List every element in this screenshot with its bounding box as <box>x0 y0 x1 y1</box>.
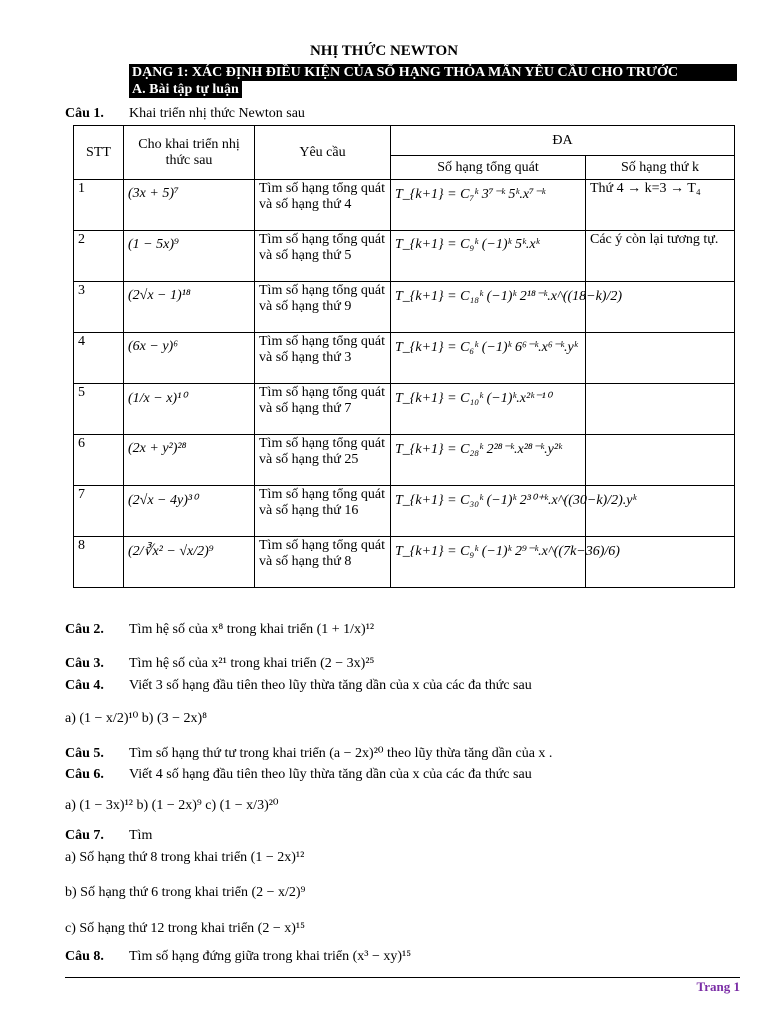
row-stt: 2 <box>74 231 124 282</box>
expansion-table <box>73 125 735 588</box>
row-requirement: Tìm số hạng tổng quát và số hạng thứ 16 <box>255 486 391 537</box>
question-label: Câu 8. <box>65 949 104 964</box>
row-general-term: T_{k+1} = C₁₀ᵏ (−1)ᵏ.x²ᵏ⁻¹⁰ <box>391 384 586 435</box>
question-label: Câu 1. <box>65 106 104 121</box>
row-requirement: Tìm số hạng tổng quát và số hạng thứ 3 <box>255 333 391 384</box>
question-8 <box>65 949 411 965</box>
question-2 <box>65 622 374 638</box>
row-kth-term: Thứ 4 → k=3 → T₄ <box>586 180 735 231</box>
question-6 <box>65 767 532 783</box>
header-requirement: Yêu cầu <box>255 126 391 180</box>
question-text: Viết 4 số hạng đầu tiên theo lũy thừa tăng dần của x của các đa thức sau <box>129 767 532 782</box>
row-stt: 5 <box>74 384 124 435</box>
row-general-term: T_{k+1} = C₁₈ᵏ (−1)ᵏ 2¹⁸⁻ᵏ.x^((18−k)/2) <box>391 282 586 333</box>
row-stt: 6 <box>74 435 124 486</box>
row-stt: 8 <box>74 537 124 588</box>
row-general-term: T_{k+1} = C₉ᵏ (−1)ᵏ 2⁹⁻ᵏ.x^((7k−36)/6) <box>391 537 586 588</box>
question-label: Câu 4. <box>65 678 104 693</box>
question-1 <box>65 106 305 122</box>
header-general-term: Số hạng tổng quát <box>391 156 586 180</box>
page-title: NHỊ THỨC NEWTON <box>309 43 459 59</box>
question-7 <box>65 828 152 844</box>
row-requirement: Tìm số hạng tổng quát và số hạng thứ 5 <box>255 231 391 282</box>
question-label: Câu 5. <box>65 746 104 761</box>
row-kth-term <box>586 435 735 486</box>
question-3 <box>65 656 374 672</box>
question-7a: a) Số hạng thứ 8 trong khai triển (1 − 2x)¹² <box>65 850 305 865</box>
table-row <box>74 333 735 384</box>
row-expression: (2√x − 1)¹⁸ <box>124 282 255 333</box>
row-general-term: T_{k+1} = C₂₈ᵏ 2²⁸⁻ᵏ.x²⁸⁻ᵏ.y²ᵏ <box>391 435 586 486</box>
question-label: Câu 2. <box>65 622 104 637</box>
row-general-term: T_{k+1} = C₃₀ᵏ (−1)ᵏ 2³⁰⁺ᵏ.x^((30−k)/2).yᵏ <box>391 486 586 537</box>
row-requirement: Tìm số hạng tổng quát và số hạng thứ 7 <box>255 384 391 435</box>
question-text: Viết 3 số hạng đầu tiên theo lũy thừa tăng dần của x của các đa thức sau <box>129 678 532 693</box>
page-number: Trang 1 <box>696 979 740 994</box>
question-text: Tìm hệ số của x²¹ trong khai triển (2 − 3x)²⁵ <box>129 656 375 671</box>
question-text: Tìm số hạng thứ tư trong khai triển (a − 2x)²⁰ theo lũy thừa tăng dần của x . <box>129 746 553 761</box>
question-label: Câu 6. <box>65 767 104 782</box>
table-row <box>74 486 735 537</box>
row-requirement: Tìm số hạng tổng quát và số hạng thứ 9 <box>255 282 391 333</box>
row-expression: (2/∛x² − √x/2)⁹ <box>124 537 255 588</box>
header-stt: STT <box>74 126 124 180</box>
question-text: Tìm <box>129 828 153 843</box>
question-text: Tìm số hạng đứng giữa trong khai triển (x³ − xy)¹⁵ <box>129 949 412 964</box>
row-requirement: Tìm số hạng tổng quát và số hạng thứ 8 <box>255 537 391 588</box>
question-6-parts: a) (1 − 3x)¹² b) (1 − 2x)⁹ c) (1 − x/3)²⁰ <box>65 798 279 813</box>
row-kth-term <box>586 333 735 384</box>
question-4-parts: a) (1 − x/2)¹⁰ b) (3 − 2x)⁸ <box>65 711 208 726</box>
question-text: Khai triển nhị thức Newton sau <box>129 106 305 121</box>
question-7c: c) Số hạng thứ 12 trong khai triển (2 − x)¹⁵ <box>65 921 305 936</box>
table-row <box>74 435 735 486</box>
question-4 <box>65 678 532 694</box>
question-label: Câu 7. <box>65 828 104 843</box>
row-stt: 3 <box>74 282 124 333</box>
row-kth-term <box>586 384 735 435</box>
subsection-heading: A. Bài tập tự luận <box>129 81 242 98</box>
row-stt: 4 <box>74 333 124 384</box>
table-row <box>74 282 735 333</box>
row-kth-term: Các ý còn lại tương tự. <box>586 231 735 282</box>
table-row <box>74 231 735 282</box>
table-row <box>74 180 735 231</box>
row-expression: (6x − y)⁶ <box>124 333 255 384</box>
row-requirement: Tìm số hạng tổng quát và số hạng thứ 4 <box>255 180 391 231</box>
question-text: Tìm hệ số của x⁸ trong khai triển (1 + 1/x)¹² <box>129 622 375 637</box>
row-expression: (2x + y²)²⁸ <box>124 435 255 486</box>
table-row <box>74 384 735 435</box>
row-expression: (1/x − x)¹⁰ <box>124 384 255 435</box>
row-expression: (2√x − 4y)³⁰ <box>124 486 255 537</box>
row-general-term: T_{k+1} = C₉ᵏ (−1)ᵏ 5ᵏ.xᵏ <box>391 231 586 282</box>
section-heading: DẠNG 1: XÁC ĐỊNH ĐIỀU KIỆN CỦA SỐ HẠNG THỎA MÃN YÊU CẦU CHO TRƯỚC <box>129 64 737 81</box>
row-general-term: T_{k+1} = C₆ᵏ (−1)ᵏ 6⁶⁻ᵏ.x⁶⁻ᵏ.yᵏ <box>391 333 586 384</box>
footer-divider <box>65 977 740 978</box>
row-general-term: T_{k+1} = C₇ᵏ 3⁷⁻ᵏ 5ᵏ.x⁷⁻ᵏ <box>391 180 586 231</box>
header-answer: ĐA <box>391 126 735 156</box>
table-row <box>74 537 735 588</box>
row-stt: 7 <box>74 486 124 537</box>
row-stt: 1 <box>74 180 124 231</box>
question-5 <box>65 745 552 762</box>
question-label: Câu 3. <box>65 656 104 671</box>
row-expression: (3x + 5)⁷ <box>124 180 255 231</box>
row-requirement: Tìm số hạng tổng quát và số hạng thứ 25 <box>255 435 391 486</box>
row-expression: (1 − 5x)⁹ <box>124 231 255 282</box>
header-kth-term: Số hạng thứ k <box>586 156 735 180</box>
header-expression: Cho khai triển nhị thức sau <box>124 126 255 180</box>
question-7b: b) Số hạng thứ 6 trong khai triển (2 − x/2)⁹ <box>65 885 306 900</box>
